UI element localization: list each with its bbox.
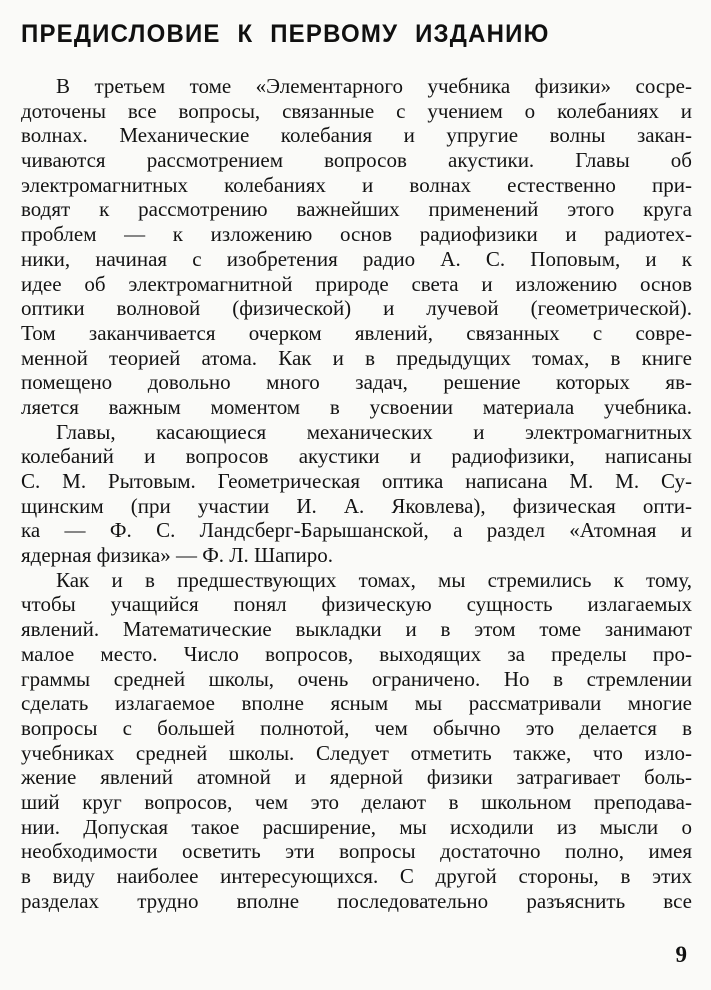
paragraph	[21, 420, 692, 568]
text-line: проблем — к изложению основ радиофизики и радиотех-	[21, 222, 692, 247]
text-line: жение явлений атомной и ядерной физики затрагивает боль-	[21, 765, 692, 790]
text-line: оптики волновой (физической) и лучевой (геометрической).	[21, 296, 692, 321]
text-line: В третьем томе «Элементарного учебника физики» сосре-	[56, 74, 692, 98]
page-number: 9	[675, 942, 687, 967]
text-line: Том заканчивается очерком явлений, связанных с совре-	[21, 320, 692, 345]
text-line: ка — Ф. С. Ландсберг-Барышанской, а раздел «Атомная и	[21, 518, 692, 543]
text-line: Главы, касающиеся механических и электромагнитных	[56, 419, 692, 444]
text-line: доточены все вопросы, связанные с учением о колебаниях и	[21, 98, 692, 123]
text-line: электромагнитных колебаниях и волнах естественно при-	[21, 172, 692, 197]
text-line: малое место. Число вопросов, выходящих за пределы про-	[21, 641, 692, 666]
text-line: ший круг вопросов, чем это делают в школьном преподава-	[21, 789, 692, 814]
text-line: ядерная физика» — Ф. Л. Шапиро.	[21, 543, 334, 568]
text-line: явлений. Математические выкладки и в этом томе занимают	[21, 617, 692, 642]
text-line: С. М. Рытовым. Геометрическая оптика написана М. М. Су-	[21, 469, 692, 493]
text-line: колебаний и вопросов акустики и радиофизики, написаны	[21, 444, 692, 469]
text-line: нии. Допуская такое расширение, мы исходили из мысли о	[21, 814, 692, 839]
text-line: чиваются рассмотрением вопросов акустики. Главы об	[21, 148, 692, 173]
text-line: в виду наиболее интересующихся. С другой стороны, в этих	[21, 864, 692, 888]
page-body	[21, 74, 692, 913]
paragraph	[21, 74, 692, 420]
text-line: ники, начиная с изобретения радио А. С. Поповым, и к	[21, 246, 692, 271]
text-line: волнах. Механические колебания и упругие волны закан-	[21, 123, 692, 148]
page-title: ПРЕДИСЛОВИЕ К ПЕРВОМУ ИЗДАНИЮ	[21, 20, 550, 49]
text-line: чтобы учащийся понял физическую сущность излагаемых	[21, 592, 692, 617]
text-line: менной теорией атома. Как и в предыдущих томах, в книге	[21, 345, 692, 370]
text-line: Как и в предшествующих томах, мы стремились к тому,	[56, 567, 692, 592]
paragraph	[21, 568, 692, 914]
text-line: необходимости осветить эти вопросы достаточно полно, имея	[21, 839, 692, 864]
text-line: учебниках средней школы. Следует отметить также, что изло-	[21, 740, 692, 765]
text-line: сделать излагаемое вполне ясным мы рассматривали многие	[21, 691, 692, 716]
text-line: водят к рассмотрению важнейших применений этого круга	[21, 197, 692, 222]
text-line: щинским (при участии И. А. Яковлева), физическая опти-	[21, 493, 692, 518]
text-line: ляется важным моментом в усвоении материала учебника.	[21, 394, 692, 419]
text-line: разделах трудно вполне последовательно разъяснить все	[21, 888, 692, 913]
text-line: граммы средней школы, очень ограничено. Но в стремлении	[21, 666, 692, 691]
text-line: вопросы с большей полнотой, чем обычно это делается в	[21, 715, 692, 740]
text-line: идее об электромагнитной природе света и изложению основ	[21, 271, 692, 296]
text-line: помещено довольно много задач, решение которых яв-	[21, 370, 692, 395]
